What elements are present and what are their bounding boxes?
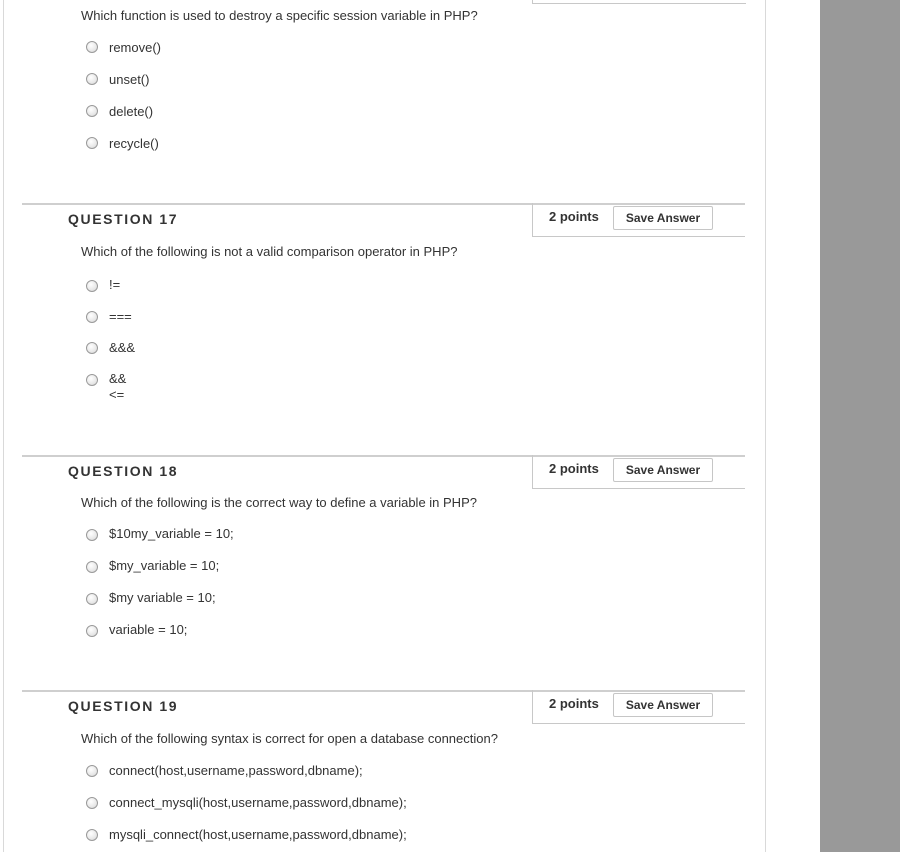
option-label: mysqli_connect(host,username,password,dbname); — [109, 827, 407, 842]
option-label: $my variable = 10; — [109, 590, 216, 605]
save-answer-button[interactable]: Save Answer — [613, 693, 713, 717]
radio-button[interactable] — [86, 137, 98, 149]
radio-button[interactable] — [86, 797, 98, 809]
radio-button[interactable] — [86, 280, 98, 292]
option-label: variable = 10; — [109, 622, 188, 637]
question-number: QUESTION 19 — [68, 698, 179, 714]
radio-button[interactable] — [86, 529, 98, 541]
option-label: $my_variable = 10; — [109, 558, 220, 573]
option-label: delete() — [109, 104, 154, 119]
radio-button[interactable] — [86, 342, 98, 354]
radio-button[interactable] — [86, 311, 98, 323]
question-header — [22, 203, 745, 237]
question-prompt: Which of the following is the correct way to define a variable in PHP? — [81, 495, 477, 510]
radio-button[interactable] — [86, 625, 98, 637]
option-label: != — [109, 277, 121, 292]
question-number: QUESTION 17 — [68, 211, 179, 227]
question-prompt: Which of the following syntax is correct for open a database connection? — [81, 731, 498, 746]
option-label: recycle() — [109, 136, 159, 151]
points-box — [532, 690, 745, 724]
option-label: === — [109, 309, 132, 324]
points-box — [532, 203, 745, 237]
radio-button[interactable] — [86, 829, 98, 841]
option-label: remove() — [109, 40, 162, 55]
radio-button[interactable] — [86, 105, 98, 117]
radio-button[interactable] — [86, 561, 98, 573]
option-label: connect(host,username,password,dbname); — [109, 763, 363, 778]
option-label: && <= — [109, 371, 127, 402]
question-prompt: Which of the following is not a valid comparison operator in PHP? — [81, 244, 458, 259]
option-label: &&& — [109, 340, 136, 355]
quiz-content-panel — [3, 0, 766, 852]
question-header — [22, 690, 745, 724]
points-label: 2 points — [549, 209, 599, 224]
question-number: QUESTION 18 — [68, 463, 179, 479]
points-label: 2 points — [549, 696, 599, 711]
side-panel — [820, 0, 900, 852]
question-prompt: Which function is used to destroy a specific session variable in PHP? — [81, 8, 478, 23]
radio-button[interactable] — [86, 73, 98, 85]
radio-button[interactable] — [86, 593, 98, 605]
save-answer-button[interactable]: Save Answer — [613, 458, 713, 482]
radio-button[interactable] — [86, 41, 98, 53]
save-answer-button[interactable]: Save Answer — [613, 206, 713, 230]
radio-button[interactable] — [86, 765, 98, 777]
option-label: connect_mysqli(host,username,password,dbname); — [109, 795, 407, 810]
option-label: $10my_variable = 10; — [109, 526, 234, 541]
question-header — [22, 455, 745, 489]
points-label: 2 points — [549, 461, 599, 476]
radio-button[interactable] — [86, 374, 98, 386]
previous-points-box — [532, 0, 746, 4]
option-label: unset() — [109, 72, 150, 87]
points-box — [532, 455, 745, 489]
